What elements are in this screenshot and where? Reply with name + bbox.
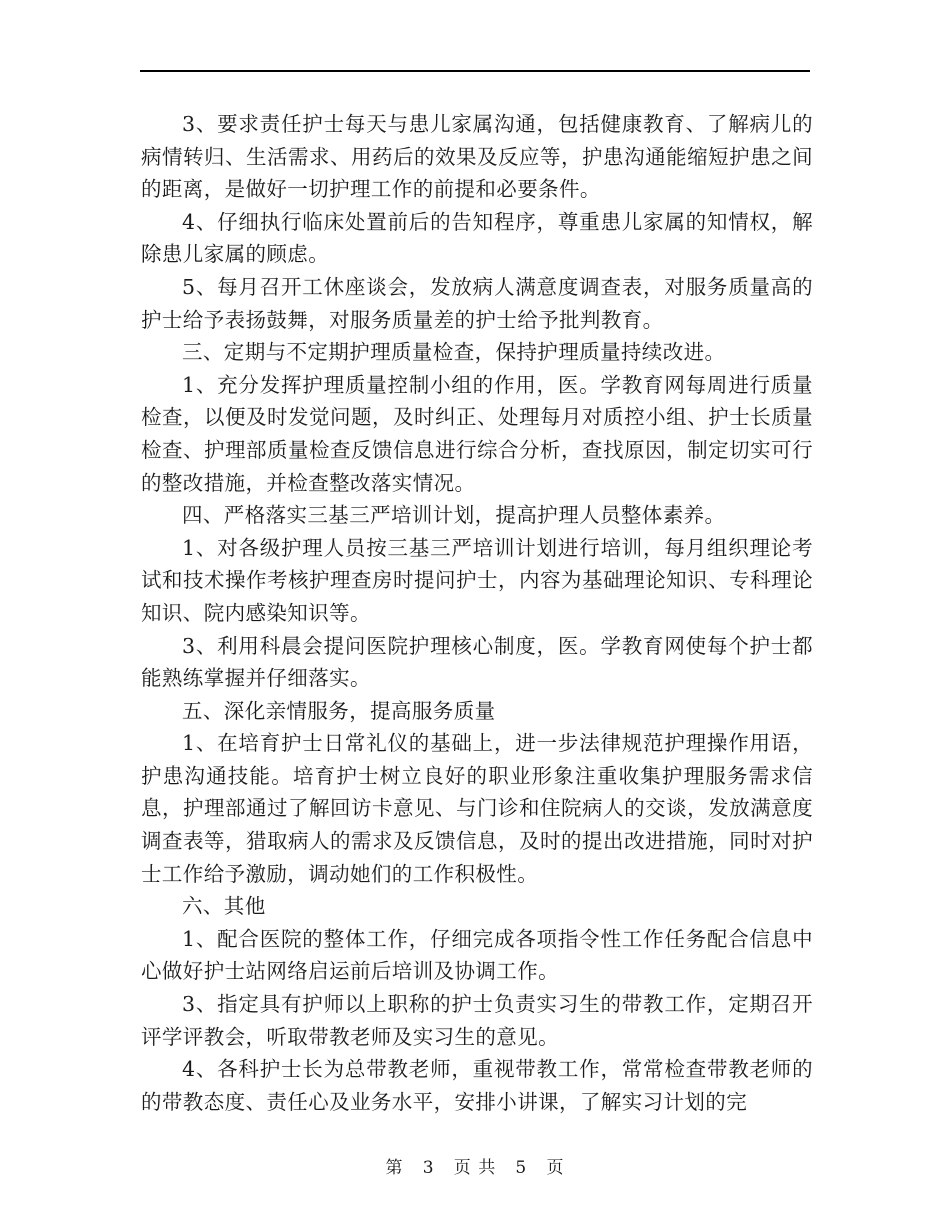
paragraph: 1、配合医院的整体工作，仔细完成各项指令性工作任务配合信息中心做好护士站网络启运前后培训及协调工作。 [141,926,813,984]
paragraph: 1、在培育护士日常礼仪的基础上，进一步法律规范护理操作用语，护患沟通技能。培育护士树立良好的职业形象注重收集护理服务需求信息，护理部通过了解回访卡意见、与门诊和住院病人的交谈，发放满意度调查表等，猎取病人的需求及反馈信息，及时的提出改进措施，同时对护士工作给予激励，调动她们的工作积极性。 [141,731,813,886]
paragraph: 3、要求责任护士每天与患儿家属沟通，包括健康教育、了解病儿的病情转归、生活需求、用药后的效果及反应等，护患沟通能缩短护患之间的距离，是做好一切护理工作的前提和必要条件。 [141,112,813,202]
section-heading: 三、定期与不定期护理质量检查，保持护理质量持续改进。 [182,340,726,365]
paragraph: 1、充分发挥护理质量控制小组的作用，医。学教育网每周进行质量检查，以便及时发觉问题，及时纠正、处理每月对质控小组、护士长质量检查、护理部质量检查反馈信息进行综合分析，查找原因，制定切实可行的整改措施，并检查整改落实情况。 [141,372,813,495]
section-heading: 六、其他 [182,894,266,919]
document-body [141,108,813,1118]
footer-suffix: 页 [546,1158,565,1178]
page-footer [0,1153,950,1178]
header-rule [140,70,810,72]
footer-middle: 页 共 [453,1158,497,1178]
paragraph: 1、对各级护理人员按三基三严培训计划进行培训，每月组织理论考试和技术操作考核护理查房时提问护士，内容为基础理论知识、专科理论知识、院内感染知识等。 [141,535,813,625]
section-heading: 五、深化亲情服务，提高服务质量 [182,698,496,723]
paragraph: 5、每月召开工休座谈会，发放病人满意度调查表，对服务质量高的护士给予表扬鼓舞，对服务质量差的护士给予批判教育。 [141,274,813,332]
footer-page-number: 3 [422,1158,435,1178]
paragraph: 4、仔细执行临床处置前后的告知程序，尊重患儿家属的知情权，解除患儿家属的顾虑。 [141,209,813,267]
footer-total-pages: 5 [515,1158,528,1178]
footer-prefix: 第 [385,1158,404,1178]
section-heading: 四、严格落实三基三严培训计划，提高护理人员整体素养。 [182,503,726,528]
paragraph: 4、各科护士长为总带教老师，重视带教工作，常常检查带教老师的的带教态度、责任心及业务水平，安排小讲课，了解实习计划的完 [141,1057,813,1114]
paragraph: 3、指定具有护师以上职称的护士负责实习生的带教工作，定期召开评学评教会，听取带教老师及实习生的意见。 [141,992,813,1049]
paragraph: 3、利用科晨会提问医院护理核心制度，医。学教育网使每个护士都能熟练掌握并仔细落实。 [141,633,813,691]
